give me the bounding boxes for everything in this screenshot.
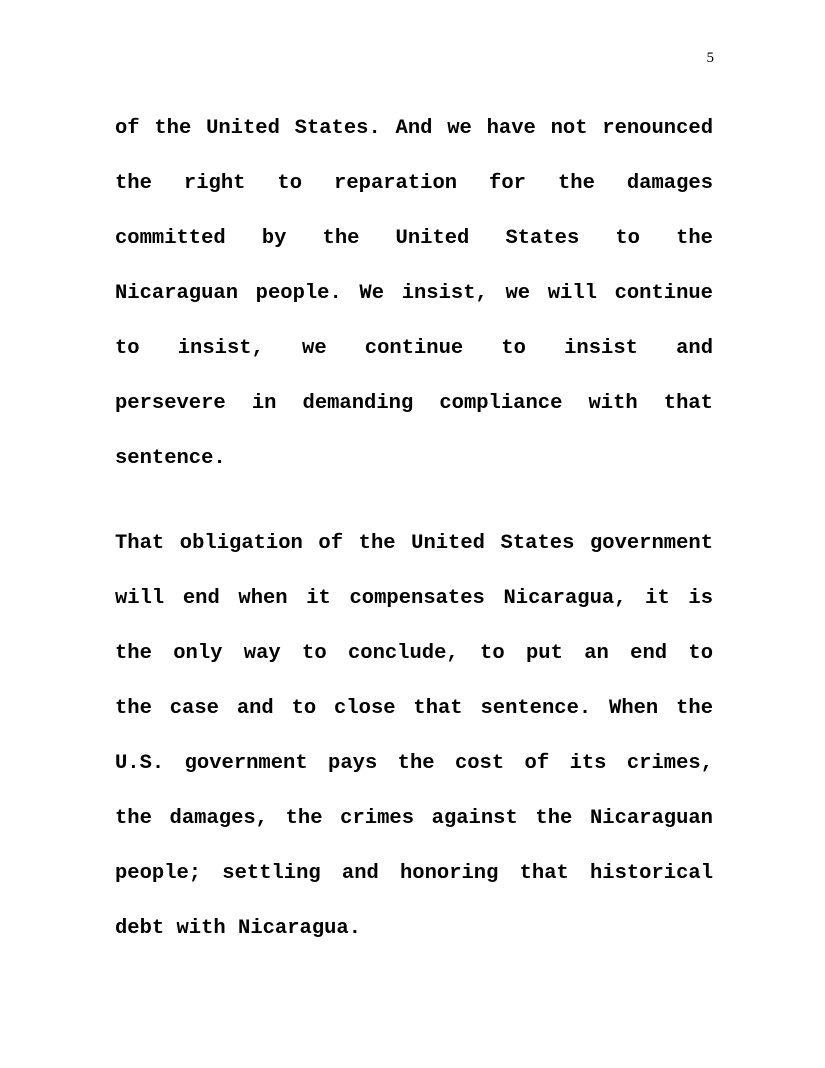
paragraph-line: U.S. government pays the cost of its crimes, [115, 752, 713, 775]
paragraph-line: persevere in demanding compliance with that [115, 392, 713, 415]
paragraph-line: the case and to close that sentence. When the [115, 697, 713, 720]
paragraph-line: debt with Nicaragua. [115, 917, 362, 940]
paragraph-2 [115, 516, 713, 956]
paragraph-line: the right to reparation for the damages [115, 172, 713, 195]
paragraph-line: sentence. [115, 447, 226, 470]
paragraph-line: committed by the United States to the [115, 227, 713, 250]
paragraph-line: the damages, the crimes against the Nicaraguan [115, 807, 713, 830]
paragraph-line: to insist, we continue to insist and [115, 337, 713, 360]
paragraph-line: of the United States. And we have not renounced [115, 117, 713, 140]
paragraph-line: That obligation of the United States government [115, 532, 713, 555]
paragraph-line: will end when it compensates Nicaragua, it is [115, 587, 713, 610]
paragraph-line: Nicaraguan people. We insist, we will continue [115, 282, 713, 305]
page-number: 5 [706, 50, 714, 66]
paragraph-1 [115, 101, 713, 486]
paragraph-line: people; settling and honoring that historical [115, 862, 713, 885]
paragraph-line: the only way to conclude, to put an end to [115, 642, 713, 665]
